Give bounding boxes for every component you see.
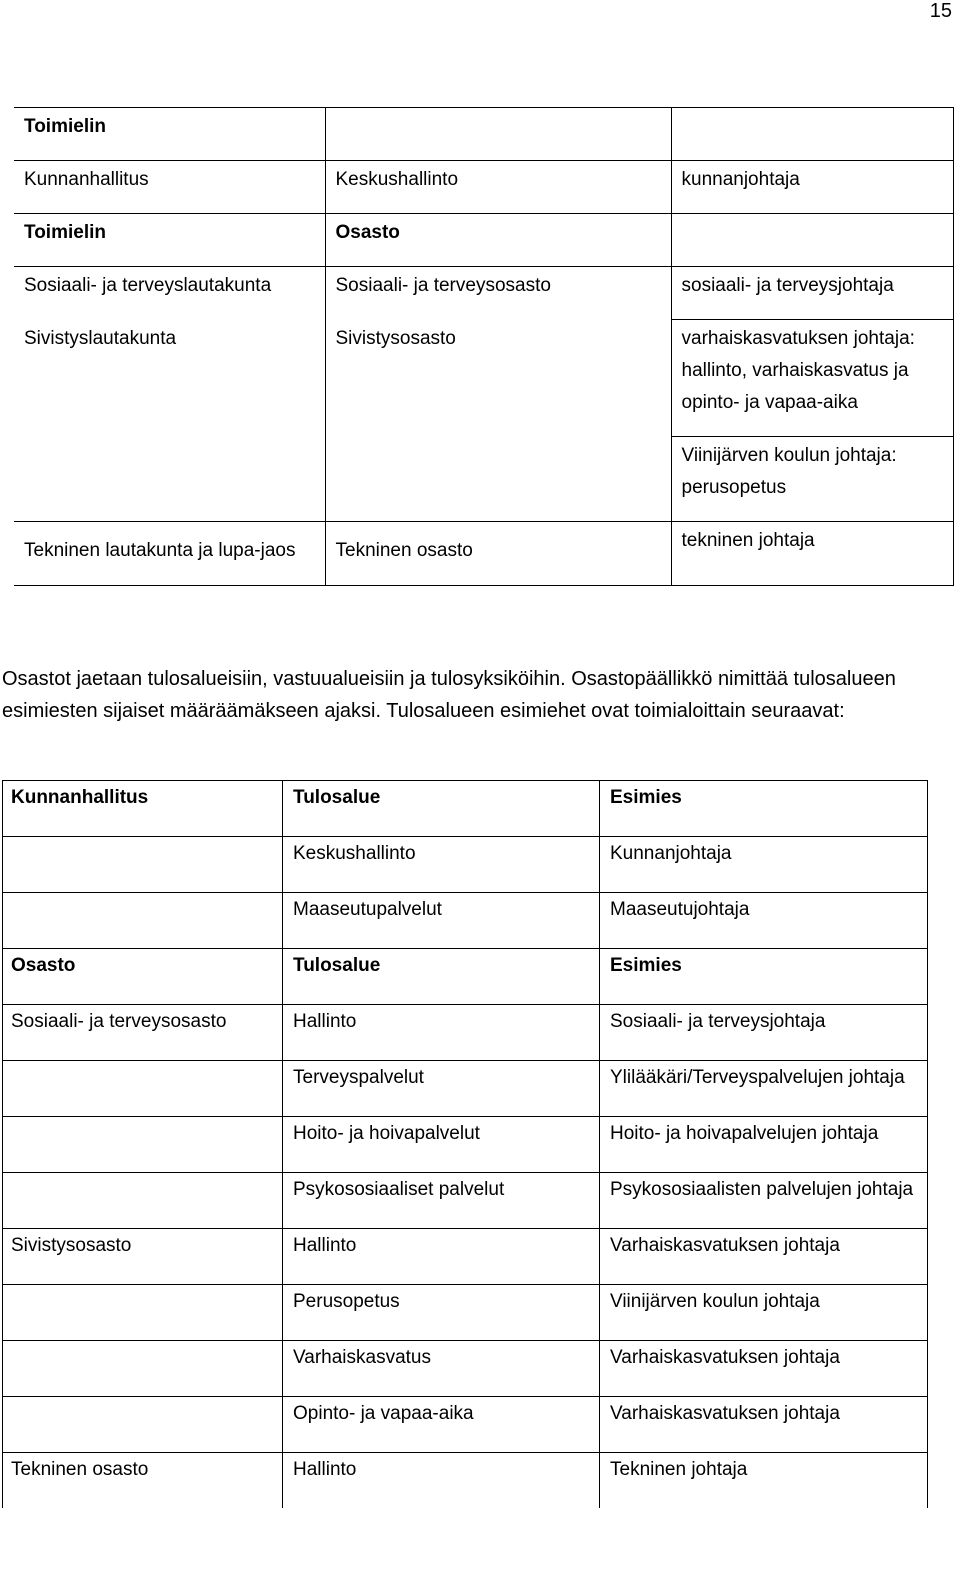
table-cell: Sosiaali- ja terveyslautakunta <box>14 267 325 320</box>
table-row <box>14 267 953 320</box>
table-cell: Psykososiaalisten palvelujen johtaja <box>600 1173 928 1229</box>
table-cell: Hallinto <box>283 1229 600 1285</box>
table-cell: sosiaali- ja terveysjohtaja <box>671 267 953 320</box>
table-row <box>3 837 928 893</box>
table-cell <box>3 1397 283 1453</box>
responsibility-table <box>2 780 928 1508</box>
table-cell: Keskushallinto <box>325 161 671 214</box>
header-cell: Osasto <box>325 214 671 267</box>
table-cell: Sivistysosasto <box>3 1229 283 1285</box>
body-paragraph: Osastot jaetaan tulosalueisiin, vastuualueisiin ja tulosyksiköihin. Osastopäällikkö nimittää tulosalueen esimiesten sijaiset määräämäkseen ajaksi. Tulosalueen esimiehet ovat toimialoittain seuraavat: <box>2 668 896 722</box>
table-cell: Varhaiskasvatuksen johtaja <box>600 1397 928 1453</box>
table-cell: Tekninen osasto <box>3 1453 283 1509</box>
table-cell: Hoito- ja hoivapalvelut <box>283 1117 600 1173</box>
table-row <box>14 214 953 267</box>
table-cell: Opinto- ja vapaa-aika <box>283 1397 600 1453</box>
header-cell: Tulosalue <box>283 949 600 1005</box>
table-row <box>3 1173 928 1229</box>
table-cell <box>3 1341 283 1397</box>
table-cell: Maaseutujohtaja <box>600 893 928 949</box>
table-row <box>3 949 928 1005</box>
table-cell: Tekninen johtaja <box>600 1453 928 1509</box>
header-cell: Esimies <box>600 949 928 1005</box>
table-cell: Perusopetus <box>283 1285 600 1341</box>
table-row <box>3 1453 928 1509</box>
table-cell <box>3 893 283 949</box>
table-cell: Kunnanjohtaja <box>600 837 928 893</box>
table-row <box>3 1005 928 1061</box>
table-row <box>3 1285 928 1341</box>
table-cell <box>325 108 671 161</box>
table-cell <box>671 214 953 267</box>
table-row <box>3 781 928 837</box>
table-cell: Sosiaali- ja terveysosasto <box>325 267 671 320</box>
table-cell: Ylilääkäri/Terveyspalvelujen johtaja <box>600 1061 928 1117</box>
table-row <box>3 1229 928 1285</box>
table-cell: Hallinto <box>283 1005 600 1061</box>
table-cell <box>3 1117 283 1173</box>
table-row <box>14 320 953 437</box>
header-cell: Toimielin <box>14 214 325 267</box>
table-cell: Sosiaali- ja terveysjohtaja <box>600 1005 928 1061</box>
table-cell: Tekninen osasto <box>325 522 671 586</box>
table-cell: Viinijärven koulun johtaja <box>600 1285 928 1341</box>
table-cell: Varhaiskasvatus <box>283 1341 600 1397</box>
header-cell: Kunnanhallitus <box>3 781 283 837</box>
table-cell <box>3 837 283 893</box>
table-cell: Terveyspalvelut <box>283 1061 600 1117</box>
table-cell <box>3 1061 283 1117</box>
table-cell: Hoito- ja hoivapalvelujen johtaja <box>600 1117 928 1173</box>
table-cell: Sosiaali- ja terveysosasto <box>3 1005 283 1061</box>
table-row <box>14 161 953 214</box>
table-row <box>3 893 928 949</box>
table-row <box>14 108 953 161</box>
table-cell <box>671 108 953 161</box>
organization-table <box>14 107 954 586</box>
table-row <box>3 1061 928 1117</box>
table-cell <box>3 1173 283 1229</box>
table-cell: Keskushallinto <box>283 837 600 893</box>
table-row <box>3 1341 928 1397</box>
table-cell <box>3 1285 283 1341</box>
table-row <box>3 1117 928 1173</box>
header-cell: Osasto <box>3 949 283 1005</box>
header-cell: Tulosalue <box>283 781 600 837</box>
table-cell: Kunnanhallitus <box>14 161 325 214</box>
table-cell: kunnanjohtaja <box>671 161 953 214</box>
table-cell: Tekninen lautakunta ja lupa-jaos <box>14 522 325 586</box>
header-cell: Toimielin <box>14 108 325 161</box>
table-cell: Sivistyslautakunta <box>14 320 325 522</box>
table-cell: Hallinto <box>283 1453 600 1509</box>
table-row <box>3 1397 928 1453</box>
table-cell: Viinijärven koulun johtaja: perusopetus <box>671 437 953 522</box>
table-cell: tekninen johtaja <box>671 522 953 586</box>
header-cell: Esimies <box>600 781 928 837</box>
page-number: 15 <box>929 0 952 22</box>
table-cell: Maaseutupalvelut <box>283 893 600 949</box>
table-cell: Varhaiskasvatuksen johtaja <box>600 1341 928 1397</box>
table-cell: varhaiskasvatuksen johtaja: hallinto, varhaiskasvatus ja opinto- ja vapaa-aika <box>671 320 953 437</box>
table-row <box>14 522 953 586</box>
table-cell: Sivistysosasto <box>325 320 671 522</box>
table-cell: Varhaiskasvatuksen johtaja <box>600 1229 928 1285</box>
table-cell: Psykososiaaliset palvelut <box>283 1173 600 1229</box>
